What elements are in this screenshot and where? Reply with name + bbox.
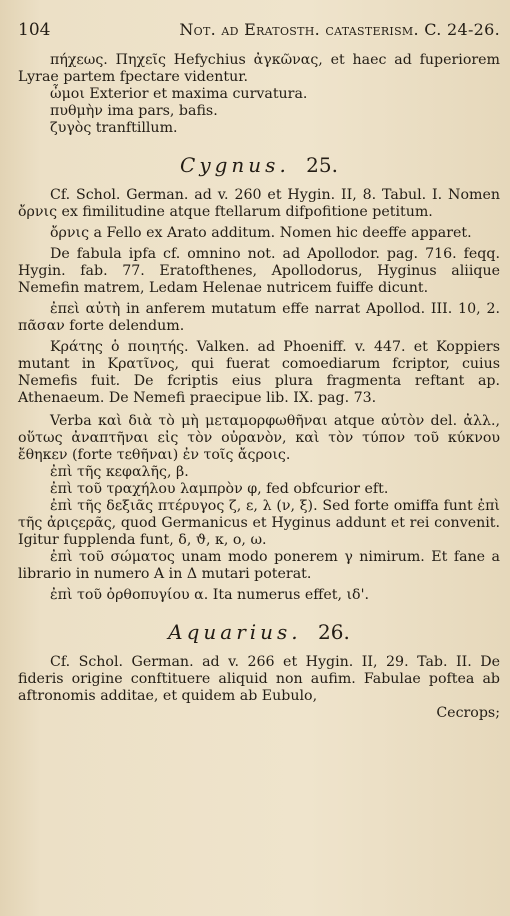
note-paragraph: Κράτης ὁ ποιητής. Valken. ad Phoeniff. v. 447. et Koppiers mutant in Κρατῖνος, qui fuerat comoediarum fcriptor, cuius Nemefis fuit. De fcriptis eius plura fragmenta reftant ap. Athenaeum. De Nemefi praecipue lib. IX. pag. 73. [18,339,500,406]
section-heading-cygnus [18,153,500,177]
section-title: Cygnus. [180,153,290,177]
note-paragraph: De fabula ipfa cf. omnino not. ad Apollodor. pag. 716. feqq. Hygin. fab. 77. Eratofthenes, Apollodorus, Hyginus aliique Nemefin matrem, Ledam Helenae nutricem fuiffe dicunt. [18,246,500,296]
note-paragraph: ζυγὸς tranftillum. [50,120,178,136]
note-paragraph: ἐπὶ τοῦ τραχήλου λαμπρὸν φ, fed obfcurior eft. [50,481,389,497]
note-paragraph: ἐπὶ τῆς κεφαλῆς, β. [50,464,189,480]
page-header [18,0,500,40]
section-number: 26. [318,620,350,644]
note-paragraph: Cf. Schol. German. ad v. 260 et Hygin. II, 8. Tabul. I. Nomen ὄρνις ex fimilitudine atque ftellarum difpofitione petitum. [18,187,500,220]
cygnus-notes [18,187,500,604]
section-number: 25. [306,153,338,177]
catchword: Cecrops; [436,705,500,721]
page-number: 104 [18,20,51,40]
note-paragraph: Verba καὶ διὰ τὸ μὴ μεταμορφωθῆναι atque αὐτὸν del. ἀλλ., οὕτως ἀναπτῆναι εἰς τὸν οὐρανὸν, καὶ τὸν τύπον τοῦ κύκνου ἔθηκεν (forte τεθῆναι) ἐν τοῖς ἄςροις. [18,413,500,463]
note-paragraph: ὦμοι Exterior et maxima curvatura. [50,86,308,102]
running-title: Not. ad Eratosth. catasterism. C. 24-26. [179,20,500,39]
intro-notes [18,52,500,137]
aquarius-notes [18,654,500,722]
note-paragraph: ἐπὶ τοῦ σώματος unam modo ponerem γ nimirum. Et fane a librario in numero Α in Δ mutari poterat. [18,549,500,582]
note-paragraph: πήχεως. Πηχεῖς Hefychius ἀγκῶνας, et haec ad fuperiorem Lyrae partem fpectare videntur. [18,52,500,85]
note-paragraph: ἐπεὶ αὐτὴ in anferem mutatum effe narrat Apollod. III. 10, 2. πᾶσαν forte delendum. [18,301,500,334]
section-heading-aquarius [18,620,500,644]
note-paragraph: ὄρνις a Fello ex Arato additum. Nomen hic deeffe apparet. [50,225,472,241]
note-paragraph: ἐπὶ τῆς δεξιᾶς πτέρυγος ζ, ε, λ (ν, ξ). Sed forte omiffa funt ἐπὶ τῆς ἀριςερᾶς, quod Germanicus et Hyginus addunt et rei convenit. Igitur fupplenda funt, δ, ϑ, κ, ο, ω. [18,498,500,548]
note-paragraph: πυθμὴν ima pars, bafis. [50,103,218,119]
section-title: Aquarius. [168,620,302,644]
note-paragraph: ἐπὶ τοῦ ὀρθοπυγίου α. Ita numerus effet, ιδ'. [50,587,369,603]
note-paragraph: Cf. Schol. German. ad v. 266 et Hygin. II, 29. Tab. II. De fideris origine conftituere aliquid non aufim. Fabulae poftea ab aftronomis additae, et quidem ab Eubulo, [18,654,500,704]
